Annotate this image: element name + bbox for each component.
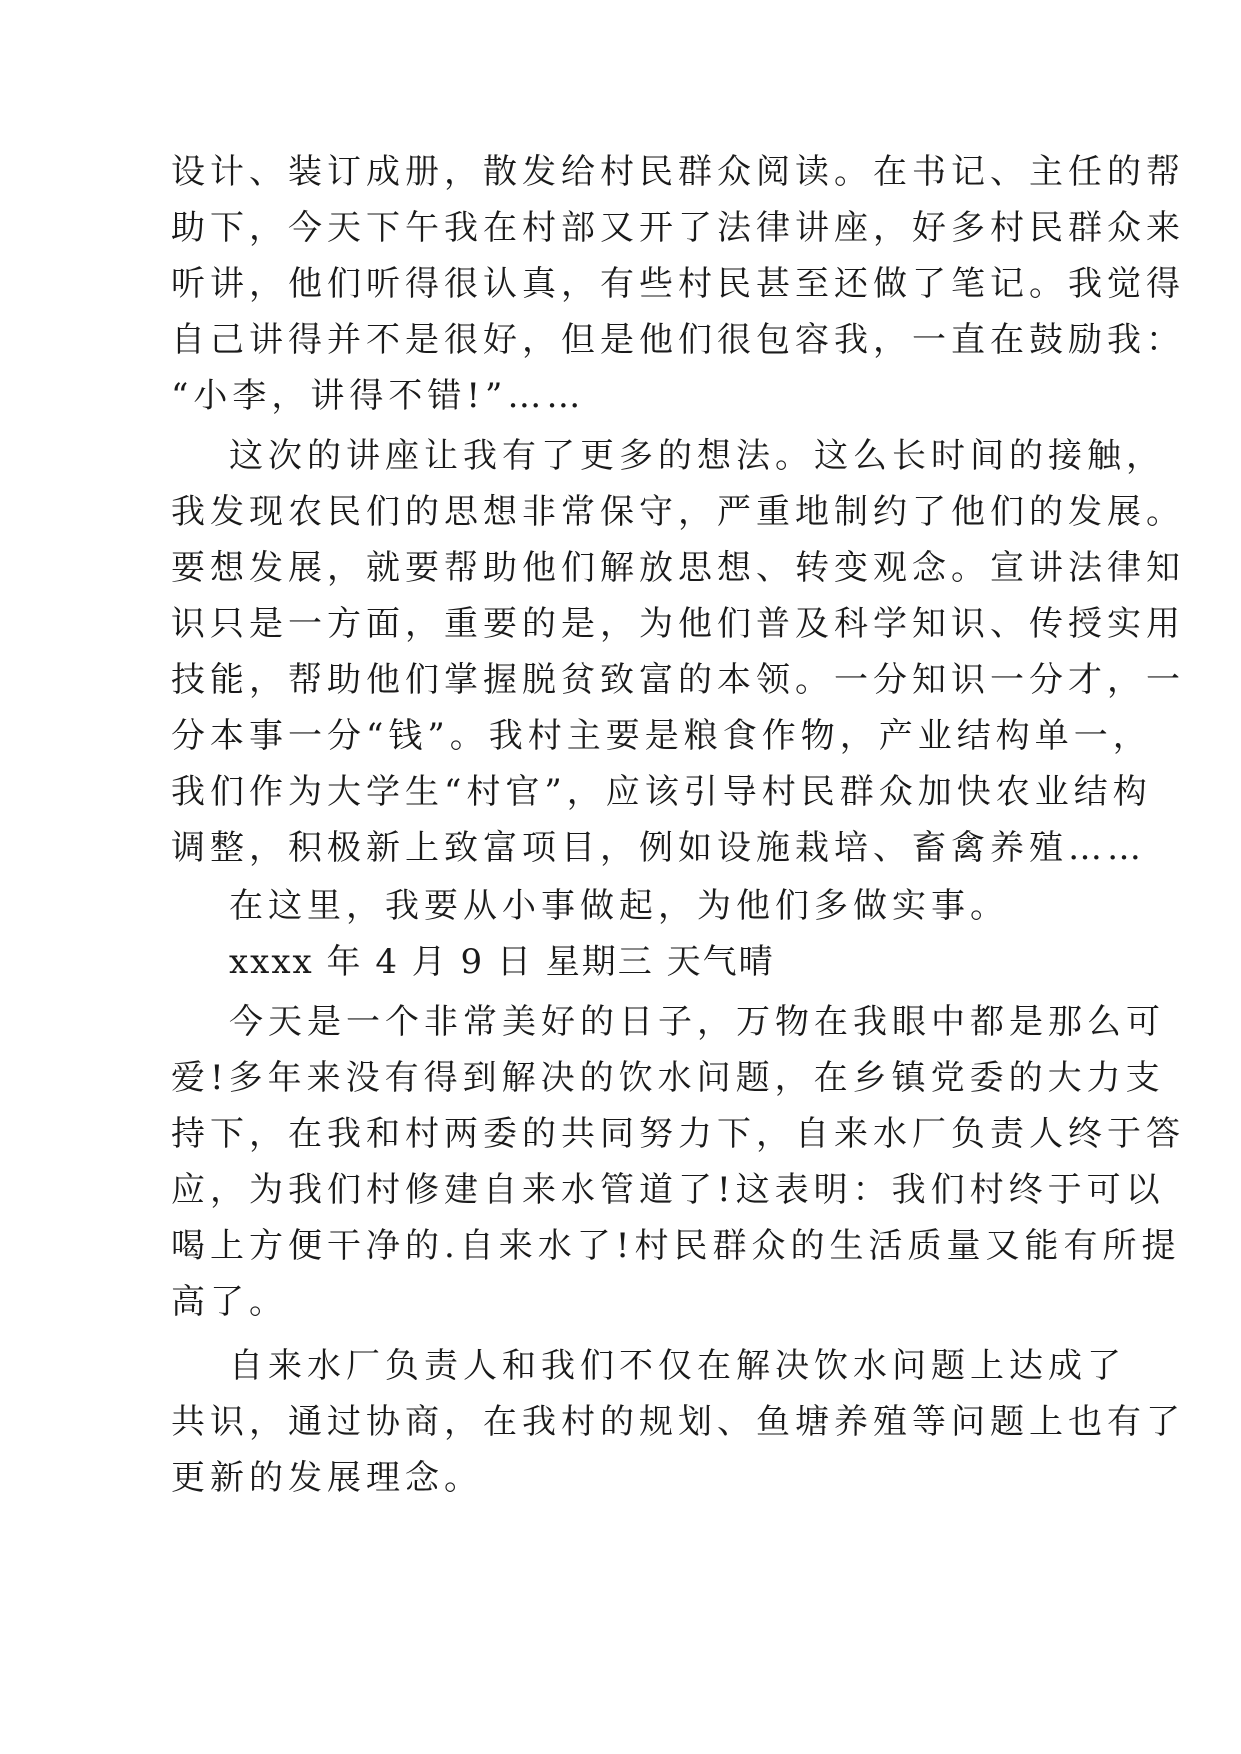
text-line-24: 更新的发展理念。	[171, 1458, 483, 1498]
text-line-17: 爱!多年来没有得到解决的饮水问题，在乡镇党委的大力支	[171, 1058, 1165, 1098]
text-line-23: 共识，通过协商，在我村的规划、鱼塘养殖等问题上也有了	[171, 1402, 1185, 1442]
text-line-10: 技能，帮助他们掌握脱贫致富的本领。一分知识一分才，一	[171, 660, 1185, 700]
text-line-2: 助下，今天下午我在村部又开了法律讲座，好多村民群众来	[171, 208, 1185, 248]
text-line-18: 持下，在我和村两委的共同努力下，自来水厂负责人终于答	[171, 1114, 1185, 1154]
text-line-22: 自来水厂负责人和我们不仅在解决饮水问题上达成了	[229, 1346, 1126, 1386]
text-line-13: 调整，积极新上致富项目，例如设施栽培、畜禽养殖……	[171, 828, 1146, 868]
text-line-14: 在这里，我要从小事做起，为他们多做实事。	[229, 886, 1009, 926]
diary-date-line: xxxx 年 4 月 9 日 星期三 天气晴	[229, 942, 775, 982]
text-line-12: 我们作为大学生“村官”，应该引导村民群众加快农业结构	[171, 772, 1152, 812]
text-line-7: 我发现农民们的思想非常保守，严重地制约了他们的发展。	[171, 492, 1185, 532]
text-line-11: 分本事一分“钱”。我村主要是粮食作物，产业结构单一，	[171, 716, 1152, 756]
text-line-4: 自己讲得并不是很好，但是他们很包容我，一直在鼓励我：	[171, 320, 1185, 360]
text-line-16: 今天是一个非常美好的日子，万物在我眼中都是那么可	[229, 1002, 1165, 1042]
text-line-6: 这次的讲座让我有了更多的想法。这么长时间的接触，	[229, 436, 1165, 476]
text-line-19: 应，为我们村修建自来水管道了!这表明：我们村终于可以	[171, 1170, 1165, 1210]
text-line-1: 设计、装订成册，散发给村民群众阅读。在书记、主任的帮	[171, 152, 1185, 192]
text-line-3: 听讲，他们听得很认真，有些村民甚至还做了笔记。我觉得	[171, 264, 1185, 304]
text-line-9: 识只是一方面，重要的是，为他们普及科学知识、传授实用	[171, 604, 1185, 644]
text-line-5: “小李，讲得不错!”……	[171, 376, 586, 416]
text-line-20: 喝上方便干净的.自来水了!村民群众的生活质量又能有所提	[171, 1226, 1181, 1266]
text-line-8: 要想发展，就要帮助他们解放思想、转变观念。宣讲法律知	[171, 548, 1185, 588]
text-line-21: 高了。	[171, 1282, 288, 1322]
